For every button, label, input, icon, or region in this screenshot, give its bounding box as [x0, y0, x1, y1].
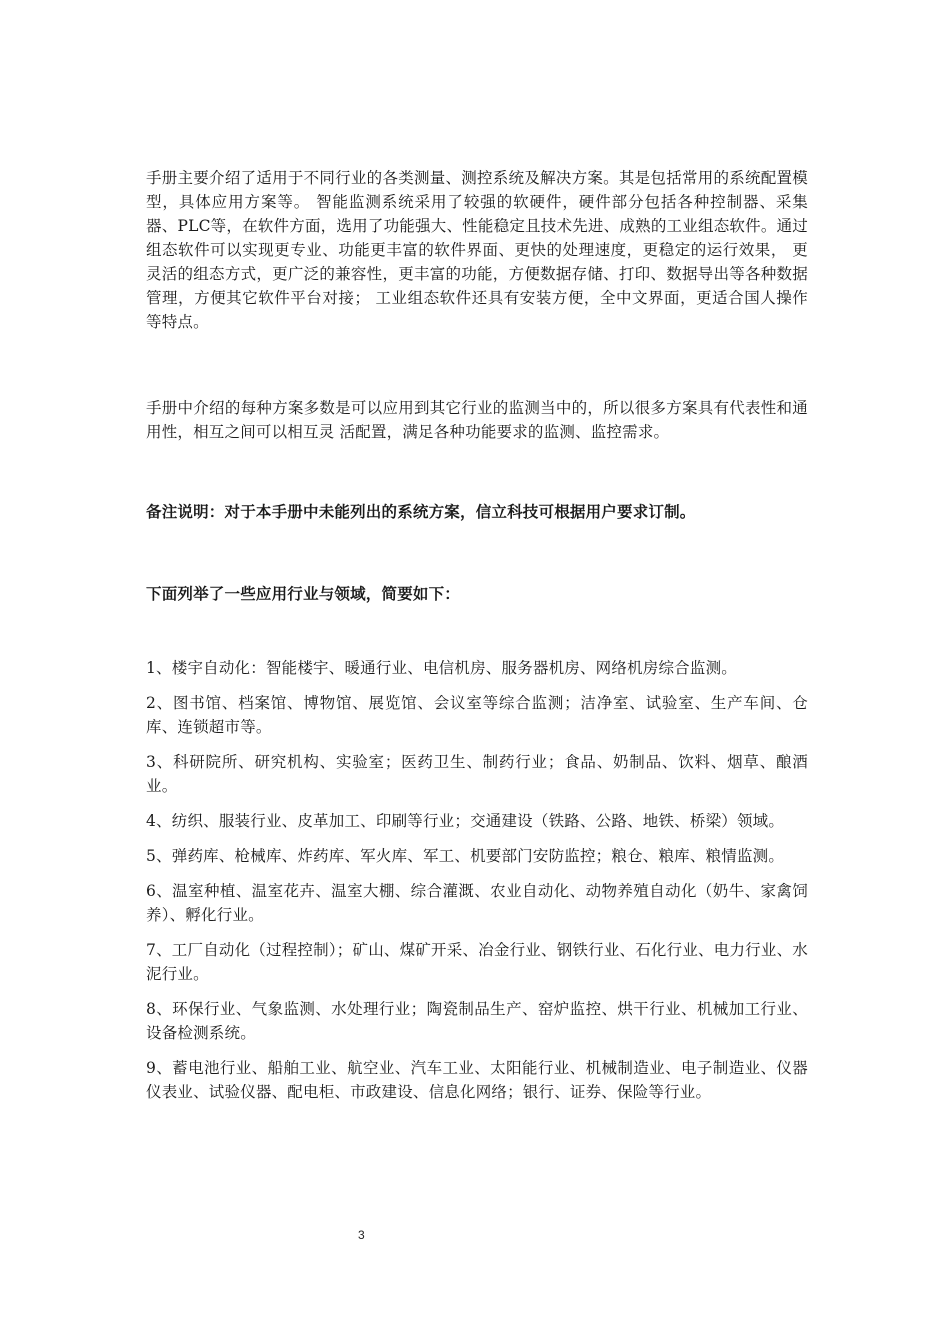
list-item: 1、楼宇自动化：智能楼宇、暖通行业、电信机房、服务器机房、网络机房综合监测。	[146, 659, 737, 677]
list-item: 3、科研院所、研究机构、实验室；医药卫生、制药行业；食品、奶制品、饮料、烟草、酿酒业。	[146, 753, 808, 795]
document-body	[146, 166, 808, 1115]
industry-list	[146, 656, 808, 1104]
list-item: 4、纺织、服装行业、皮革加工、印刷等行业；交通建设（铁路、公路、地铁、桥梁）领域。	[146, 812, 785, 830]
list-item: 8、环保行业、气象监测、水处理行业；陶瓷制品生产、窑炉监控、烘干行业、机械加工行业、设备检测系统。	[146, 1000, 808, 1042]
list-item: 6、温室种植、温室花卉、温室大棚、综合灌溉、农业自动化、动物养殖自动化（奶牛、家禽饲养）、孵化行业。	[146, 882, 808, 924]
applicability-paragraph: 手册中介绍的每种方案多数是可以应用到其它行业的监测当中的，所以很多方案具有代表性和通用性，相互之间可以相互灵 活配置，满足各种功能要求的监测、监控需求。	[146, 399, 808, 441]
intro-paragraph: 手册主要介绍了适用于不同行业的各类测量、测控系统及解决方案。其是包括常用的系统配置模型，具体应用方案等。 智能监测系统采用了较强的软硬件，硬件部分包括各种控制器、采集器、PLC等，在软件方面，选用了功能强大、性能稳定且技术先进、成熟的工业组态软件。通过组态软件可以实现更专业、功能更丰富的软件界面、更快的处理速度，更稳定的运行效果， 更灵活的组态方式，更广泛的兼容性，更丰富的功能，方便数据存储、打印、数据导出等各种数据管理，方便其它软件平台对接； 工业组态软件还具有安装方便，全中文界面，更适合国人操作等特点。	[146, 169, 808, 331]
page-number: 3	[358, 1228, 365, 1242]
list-item: 5、弹药库、枪械库、炸药库、军火库、军工、机要部门安防监控；粮仓、粮库、粮情监测。	[146, 847, 785, 865]
list-item: 7、工厂自动化（过程控制）；矿山、煤矿开采、冶金行业、钢铁行业、石化行业、电力行业、水泥行业。	[146, 941, 808, 983]
customization-note: 备注说明：对于本手册中未能列出的系统方案，信立科技可根据用户要求订制。	[146, 502, 696, 521]
industry-list-heading: 下面列举了一些应用行业与领域，简要如下：	[146, 584, 461, 603]
list-item: 2、图书馆、档案馆、博物馆、展览馆、会议室等综合监测；洁净室、试验室、生产车间、仓库、连锁超市等。	[146, 694, 808, 736]
list-item: 9、蓄电池行业、船舶工业、航空业、汽车工业、太阳能行业、机械制造业、电子制造业、仪器仪表业、试验仪器、配电柜、市政建设、信息化网络；银行、证券、保险等行业。	[146, 1059, 808, 1101]
